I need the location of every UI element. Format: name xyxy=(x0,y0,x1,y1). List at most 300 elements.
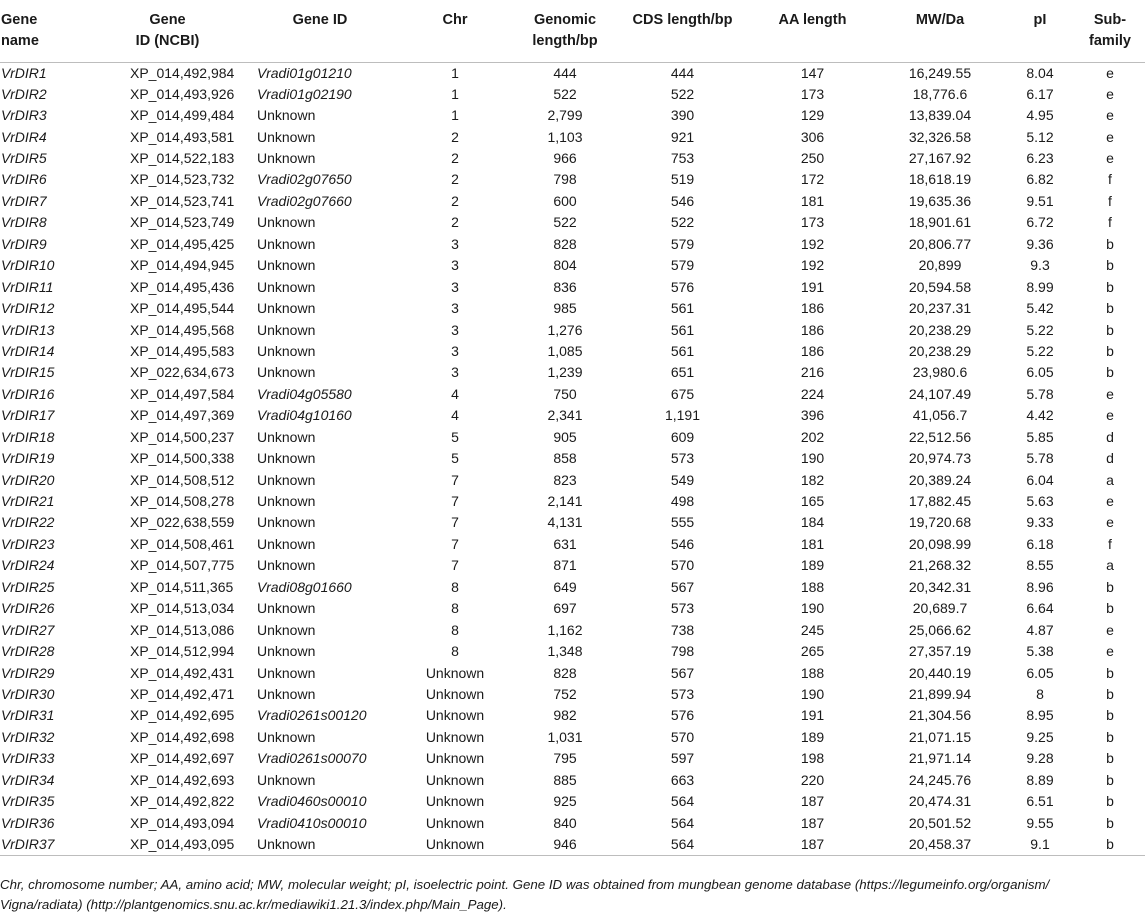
table-row xyxy=(0,491,1145,512)
gene-name-cell: VrDIR24 xyxy=(1,557,55,574)
table-row xyxy=(0,619,1145,640)
gene-id-cell: Unknown xyxy=(257,771,316,788)
gene-id-cell: Vradi04g10160 xyxy=(257,407,352,424)
ncbi-id-cell: XP_014,492,822 xyxy=(130,793,235,810)
table-row xyxy=(0,791,1145,812)
gene-name-cell: VrDIR11 xyxy=(1,278,54,295)
genomic-length-cell: 750 xyxy=(553,385,577,402)
pi-cell: 5.22 xyxy=(1026,342,1054,359)
gene-id-cell: Vradi01g01210 xyxy=(257,64,352,81)
table-row xyxy=(0,341,1145,362)
genomic-length-cell: 2,141 xyxy=(547,493,583,510)
chr-cell: 2 xyxy=(451,150,459,167)
gene-name-cell: VrDIR13 xyxy=(1,321,55,338)
gene-id-cell: Vradi0261s00070 xyxy=(257,750,367,767)
table-row xyxy=(0,534,1145,555)
subfamily-cell: b xyxy=(1106,793,1114,810)
table-row xyxy=(0,234,1145,255)
genomic-length-cell: 966 xyxy=(553,150,577,167)
ncbi-id-cell: XP_014,494,945 xyxy=(130,257,235,274)
table-row xyxy=(0,555,1145,576)
pi-cell: 8.95 xyxy=(1026,707,1054,724)
gene-id-cell: Unknown xyxy=(257,450,316,467)
gene-name-cell: VrDIR22 xyxy=(1,514,55,531)
ncbi-id-cell: XP_014,523,749 xyxy=(130,214,235,231)
mw-cell: 21,971.14 xyxy=(908,750,972,767)
cds-length-cell: 561 xyxy=(670,342,695,359)
mw-cell: 20,238.29 xyxy=(908,321,972,338)
subfamily-cell: e xyxy=(1106,493,1114,510)
gene-name-cell: VrDIR10 xyxy=(1,257,55,274)
aa-length-cell: 184 xyxy=(800,514,825,531)
gene-id-cell: Unknown xyxy=(257,214,316,231)
table-row xyxy=(0,727,1145,748)
table-row xyxy=(0,319,1145,340)
ncbi-id-cell: XP_014,492,984 xyxy=(130,64,235,81)
mw-cell: 21,268.32 xyxy=(908,557,972,574)
pi-cell: 6.72 xyxy=(1026,214,1054,231)
table-row xyxy=(0,598,1145,619)
subfamily-cell: b xyxy=(1106,685,1114,702)
mw-cell: 27,357.19 xyxy=(908,643,972,660)
chr-cell: 3 xyxy=(451,364,459,381)
genomic-length-cell: 522 xyxy=(553,85,577,102)
header-subfamily: Sub- family xyxy=(1089,12,1131,49)
chr-cell: 4 xyxy=(451,385,459,402)
subfamily-cell: b xyxy=(1106,235,1114,252)
subfamily-cell: a xyxy=(1106,557,1114,574)
aa-length-cell: 265 xyxy=(800,643,825,660)
subfamily-cell: e xyxy=(1106,385,1114,402)
gene-id-cell: Unknown xyxy=(257,514,316,531)
gene-id-cell: Unknown xyxy=(257,557,316,574)
pi-cell: 5.85 xyxy=(1026,428,1054,445)
mw-cell: 20,098.99 xyxy=(908,535,972,552)
table-row xyxy=(0,770,1145,791)
gene-name-cell: VrDIR37 xyxy=(1,835,55,852)
header-gene-id: Gene ID xyxy=(292,12,348,28)
mw-cell: 17,882.45 xyxy=(908,493,972,510)
aa-length-cell: 187 xyxy=(800,793,825,810)
genomic-length-cell: 2,799 xyxy=(547,107,583,124)
aa-length-cell: 220 xyxy=(800,771,825,788)
header-gene-id-ncbi: Gene ID (NCBI) xyxy=(135,12,200,49)
ncbi-id-cell: XP_014,511,365 xyxy=(130,578,234,595)
table-row xyxy=(0,512,1145,533)
aa-length-cell: 188 xyxy=(800,664,825,681)
genomic-length-cell: 4,131 xyxy=(547,514,583,531)
gene-id-cell: Unknown xyxy=(257,493,316,510)
gene-id-cell: Vradi02g07660 xyxy=(257,192,352,209)
mw-cell: 20,474.31 xyxy=(908,793,972,810)
table-row xyxy=(0,384,1145,405)
gene-id-cell: Unknown xyxy=(257,107,316,124)
gene-name-cell: VrDIR33 xyxy=(1,750,55,767)
ncbi-id-cell: XP_014,492,693 xyxy=(130,771,235,788)
genomic-length-cell: 885 xyxy=(553,771,577,788)
ncbi-id-cell: XP_014,495,568 xyxy=(130,321,235,338)
pi-cell: 6.51 xyxy=(1026,793,1054,810)
mw-cell: 23,980.6 xyxy=(912,364,968,381)
gene-id-cell: Unknown xyxy=(257,728,316,745)
header-pi: pI xyxy=(1033,12,1047,28)
cds-length-cell: 921 xyxy=(670,128,695,145)
pi-cell: 8.96 xyxy=(1026,578,1054,595)
table-row xyxy=(0,148,1145,169)
table-row xyxy=(0,84,1145,105)
genomic-length-cell: 795 xyxy=(553,750,577,767)
gene-id-cell: Unknown xyxy=(257,621,316,638)
pi-cell: 6.04 xyxy=(1026,471,1054,488)
chr-cell: Unknown xyxy=(425,728,485,745)
ncbi-id-cell: XP_014,497,369 xyxy=(130,407,235,424)
aa-length-cell: 190 xyxy=(800,600,825,617)
ncbi-id-cell: XP_014,497,584 xyxy=(130,385,235,402)
chr-cell: 2 xyxy=(451,171,459,188)
pi-cell: 9.1 xyxy=(1030,835,1050,852)
mw-cell: 20,899 xyxy=(918,257,962,274)
pi-cell: 6.05 xyxy=(1026,364,1054,381)
genomic-length-cell: 697 xyxy=(553,600,577,617)
cds-length-cell: 576 xyxy=(670,278,695,295)
gene-name-cell: VrDIR36 xyxy=(1,814,55,831)
table-row xyxy=(0,191,1145,212)
gene-id-cell: Unknown xyxy=(257,257,316,274)
gene-name-cell: VrDIR18 xyxy=(1,428,55,445)
genomic-length-cell: 444 xyxy=(553,64,577,81)
ncbi-id-cell: XP_014,492,697 xyxy=(130,750,235,767)
subfamily-cell: e xyxy=(1106,514,1114,531)
pi-cell: 8 xyxy=(1036,685,1044,702)
table-row xyxy=(0,427,1145,448)
aa-length-cell: 172 xyxy=(800,171,825,188)
ncbi-id-cell: XP_014,495,436 xyxy=(130,278,235,295)
subfamily-cell: b xyxy=(1106,600,1114,617)
mw-cell: 18,776.6 xyxy=(912,85,968,102)
pi-cell: 8.99 xyxy=(1026,278,1054,295)
gene-id-cell: Unknown xyxy=(257,278,316,295)
subfamily-cell: f xyxy=(1108,535,1112,552)
gene-name-cell: VrDIR16 xyxy=(1,385,55,402)
ncbi-id-cell: XP_014,513,034 xyxy=(130,600,235,617)
aa-length-cell: 129 xyxy=(800,107,825,124)
ncbi-id-cell: XP_014,522,183 xyxy=(130,150,235,167)
aa-length-cell: 187 xyxy=(800,835,825,852)
genomic-length-cell: 828 xyxy=(553,664,577,681)
aa-length-cell: 186 xyxy=(800,300,825,317)
ncbi-id-cell: XP_014,523,732 xyxy=(130,171,235,188)
gene-name-cell: VrDIR26 xyxy=(1,600,55,617)
chr-cell: 5 xyxy=(451,450,459,467)
genomic-length-cell: 1,103 xyxy=(547,128,583,145)
gene-id-cell: Unknown xyxy=(257,685,316,702)
cds-length-cell: 798 xyxy=(670,643,695,660)
cds-length-cell: 549 xyxy=(670,471,695,488)
table-row xyxy=(0,469,1145,490)
gene-id-cell: Unknown xyxy=(257,364,316,381)
footnote-line-1: Chr, chromosome number; AA, amino acid; MW, molecular weight; pI, isoelectric point. Gene ID was obtained from mungbean genome database (https://legumeinfo.org/organism/ xyxy=(0,877,1050,892)
genomic-length-cell: 946 xyxy=(553,835,577,852)
ncbi-id-cell: XP_014,495,425 xyxy=(130,235,235,252)
table-footnote xyxy=(0,875,1145,915)
gene-id-cell: Vradi01g02190 xyxy=(257,85,352,102)
cds-length-cell: 555 xyxy=(670,514,695,531)
genomic-length-cell: 1,276 xyxy=(547,321,583,338)
aa-length-cell: 147 xyxy=(800,64,825,81)
ncbi-id-cell: XP_014,492,431 xyxy=(130,664,235,681)
gene-name-cell: VrDIR34 xyxy=(1,771,55,788)
mw-cell: 20,342.31 xyxy=(908,578,972,595)
ncbi-id-cell: XP_014,495,544 xyxy=(130,300,235,317)
mw-cell: 21,899.94 xyxy=(908,685,972,702)
pi-cell: 9.28 xyxy=(1026,750,1054,767)
gene-name-cell: VrDIR21 xyxy=(1,493,55,510)
gene-id-cell: Unknown xyxy=(257,428,316,445)
cds-length-cell: 390 xyxy=(670,107,695,124)
aa-length-cell: 191 xyxy=(800,707,825,724)
mw-cell: 18,901.61 xyxy=(908,214,972,231)
gene-id-cell: Vradi0261s00120 xyxy=(257,707,367,724)
chr-cell: 3 xyxy=(451,342,459,359)
chr-cell: 3 xyxy=(451,321,459,338)
aa-length-cell: 190 xyxy=(800,685,825,702)
cds-length-cell: 576 xyxy=(670,707,695,724)
table-row xyxy=(0,212,1145,233)
chr-cell: 4 xyxy=(451,407,459,424)
gene-name-cell: VrDIR25 xyxy=(1,578,55,595)
table-row xyxy=(0,684,1145,705)
aa-length-cell: 186 xyxy=(800,342,825,359)
cds-length-cell: 675 xyxy=(670,385,695,402)
pi-cell: 9.25 xyxy=(1026,728,1054,745)
cds-length-cell: 579 xyxy=(670,235,695,252)
mw-cell: 20,389.24 xyxy=(908,471,972,488)
gene-name-cell: VrDIR4 xyxy=(1,128,47,145)
pi-cell: 9.36 xyxy=(1026,235,1054,252)
chr-cell: 8 xyxy=(451,578,459,595)
cds-length-cell: 564 xyxy=(670,793,695,810)
subfamily-cell: e xyxy=(1106,128,1114,145)
aa-length-cell: 250 xyxy=(800,150,825,167)
pi-cell: 5.22 xyxy=(1026,321,1054,338)
genomic-length-cell: 871 xyxy=(553,557,577,574)
genomic-length-cell: 828 xyxy=(553,235,577,252)
aa-length-cell: 306 xyxy=(800,128,825,145)
pi-cell: 9.33 xyxy=(1026,514,1054,531)
table-row xyxy=(0,662,1145,683)
ncbi-id-cell: XP_014,492,471 xyxy=(130,685,235,702)
chr-cell: 3 xyxy=(451,257,459,274)
chr-cell: 1 xyxy=(451,85,459,102)
gene-name-cell: VrDIR2 xyxy=(1,85,47,102)
gene-name-cell: VrDIR35 xyxy=(1,793,55,810)
pi-cell: 6.05 xyxy=(1026,664,1054,681)
cds-length-cell: 522 xyxy=(670,85,695,102)
chr-cell: 3 xyxy=(451,278,459,295)
gene-id-cell: Unknown xyxy=(257,128,316,145)
subfamily-cell: f xyxy=(1108,171,1112,188)
chr-cell: 7 xyxy=(451,471,459,488)
subfamily-cell: a xyxy=(1106,471,1114,488)
genomic-length-cell: 631 xyxy=(553,535,577,552)
subfamily-cell: f xyxy=(1108,192,1112,209)
pi-cell: 4.42 xyxy=(1026,407,1054,424)
table-row xyxy=(0,362,1145,383)
ncbi-id-cell: XP_014,507,775 xyxy=(130,557,235,574)
cds-length-cell: 1,191 xyxy=(664,407,701,424)
table-row xyxy=(0,126,1145,147)
gene-id-cell: Unknown xyxy=(257,664,316,681)
subfamily-cell: e xyxy=(1106,621,1114,638)
cds-length-cell: 498 xyxy=(670,493,695,510)
cds-length-cell: 651 xyxy=(670,364,695,381)
aa-length-cell: 181 xyxy=(800,192,825,209)
mw-cell: 20,237.31 xyxy=(908,300,972,317)
genomic-length-cell: 1,085 xyxy=(547,342,583,359)
pi-cell: 6.64 xyxy=(1026,600,1054,617)
ncbi-id-cell: XP_014,508,278 xyxy=(130,493,235,510)
aa-length-cell: 190 xyxy=(800,450,825,467)
cds-length-cell: 444 xyxy=(670,64,695,81)
gene-name-cell: VrDIR15 xyxy=(1,364,55,381)
aa-length-cell: 165 xyxy=(800,493,825,510)
genomic-length-cell: 840 xyxy=(553,814,577,831)
genomic-length-cell: 600 xyxy=(553,192,577,209)
pi-cell: 5.42 xyxy=(1026,300,1054,317)
pi-cell: 9.3 xyxy=(1030,257,1050,274)
chr-cell: 2 xyxy=(451,128,459,145)
subfamily-cell: e xyxy=(1106,407,1114,424)
aa-length-cell: 188 xyxy=(800,578,825,595)
ncbi-id-cell: XP_014,499,484 xyxy=(130,107,235,124)
ncbi-id-cell: XP_014,513,086 xyxy=(130,621,235,638)
aa-length-cell: 245 xyxy=(800,621,825,638)
mw-cell: 24,245.76 xyxy=(908,771,972,788)
table-row xyxy=(0,641,1145,662)
mw-cell: 19,720.68 xyxy=(908,514,972,531)
subfamily-cell: b xyxy=(1106,814,1114,831)
aa-length-cell: 189 xyxy=(800,728,825,745)
ncbi-id-cell: XP_014,508,512 xyxy=(130,471,235,488)
aa-length-cell: 198 xyxy=(800,750,825,767)
pi-cell: 6.17 xyxy=(1026,85,1054,102)
chr-cell: 3 xyxy=(451,235,459,252)
cds-length-cell: 579 xyxy=(670,257,695,274)
table-row xyxy=(0,169,1145,190)
genomic-length-cell: 905 xyxy=(553,428,577,445)
table-row xyxy=(0,298,1145,319)
mw-cell: 20,806.77 xyxy=(908,235,972,252)
chr-cell: Unknown xyxy=(425,793,485,810)
gene-name-cell: VrDIR30 xyxy=(1,685,55,702)
genomic-length-cell: 823 xyxy=(553,471,577,488)
cds-length-cell: 522 xyxy=(670,214,695,231)
mw-cell: 13,839.04 xyxy=(908,107,972,124)
aa-length-cell: 224 xyxy=(800,385,825,402)
gene-id-cell: Unknown xyxy=(257,835,316,852)
pi-cell: 9.51 xyxy=(1026,192,1054,209)
footnote-line-2: Vigna/radiata) (http://plantgenomics.snu.ac.kr/mediawiki1.21.3/index.php/Main_Page). xyxy=(0,897,507,912)
table-row xyxy=(0,405,1145,426)
chr-cell: Unknown xyxy=(425,814,485,831)
mw-cell: 32,326.58 xyxy=(908,128,972,145)
mw-cell: 21,304.56 xyxy=(908,707,972,724)
gene-name-cell: VrDIR32 xyxy=(1,728,55,745)
ncbi-id-cell: XP_014,493,581 xyxy=(130,128,235,145)
table-row xyxy=(0,62,1145,84)
mw-cell: 21,071.15 xyxy=(908,728,972,745)
chr-cell: 7 xyxy=(451,557,459,574)
subfamily-cell: b xyxy=(1106,728,1114,745)
genomic-length-cell: 982 xyxy=(553,707,577,724)
subfamily-cell: f xyxy=(1108,214,1112,231)
chr-cell: Unknown xyxy=(425,664,485,681)
chr-cell: 7 xyxy=(451,535,459,552)
table-row xyxy=(0,812,1145,833)
chr-cell: 7 xyxy=(451,493,459,510)
mw-cell: 41,056.7 xyxy=(912,407,968,424)
subfamily-cell: e xyxy=(1106,107,1114,124)
header-gene-name: Gene name xyxy=(1,12,39,49)
genomic-length-cell: 836 xyxy=(553,278,577,295)
table-row xyxy=(0,255,1145,276)
header-genomic-length: Genomic length/bp xyxy=(532,12,598,49)
gene-id-cell: Unknown xyxy=(257,321,316,338)
cds-length-cell: 573 xyxy=(670,450,695,467)
aa-length-cell: 173 xyxy=(800,85,825,102)
genomic-length-cell: 798 xyxy=(553,171,577,188)
gene-id-cell: Unknown xyxy=(257,535,316,552)
header-row xyxy=(0,0,1145,62)
mw-cell: 24,107.49 xyxy=(908,385,972,402)
gene-name-cell: VrDIR7 xyxy=(1,192,47,209)
aa-length-cell: 396 xyxy=(800,407,825,424)
gene-name-cell: VrDIR20 xyxy=(1,471,55,488)
gene-name-cell: VrDIR5 xyxy=(1,150,47,167)
pi-cell: 8.89 xyxy=(1026,771,1054,788)
cds-length-cell: 519 xyxy=(670,171,695,188)
gene-name-cell: VrDIR9 xyxy=(1,235,47,252)
mw-cell: 20,238.29 xyxy=(908,342,972,359)
aa-length-cell: 216 xyxy=(800,364,825,381)
gene-name-cell: VrDIR12 xyxy=(1,300,55,317)
gene-name-cell: VrDIR6 xyxy=(1,171,47,188)
cds-length-cell: 546 xyxy=(670,535,695,552)
subfamily-cell: b xyxy=(1106,707,1114,724)
subfamily-cell: b xyxy=(1106,364,1114,381)
mw-cell: 20,689.7 xyxy=(912,600,968,617)
subfamily-cell: b xyxy=(1106,257,1114,274)
genomic-length-cell: 804 xyxy=(553,257,577,274)
gene-id-cell: Vradi04g05580 xyxy=(257,385,352,402)
ncbi-id-cell: XP_022,634,673 xyxy=(130,364,235,381)
aa-length-cell: 189 xyxy=(800,557,825,574)
ncbi-id-cell: XP_014,492,695 xyxy=(130,707,235,724)
chr-cell: 1 xyxy=(451,64,459,81)
genomic-length-cell: 752 xyxy=(553,685,577,702)
cds-length-cell: 573 xyxy=(670,685,695,702)
table-row xyxy=(0,748,1145,769)
genomic-length-cell: 522 xyxy=(553,214,577,231)
gene-id-cell: Unknown xyxy=(257,600,316,617)
mw-cell: 20,594.58 xyxy=(908,278,972,295)
ncbi-id-cell: XP_014,495,583 xyxy=(130,342,235,359)
pi-cell: 8.55 xyxy=(1026,557,1054,574)
pi-cell: 9.55 xyxy=(1026,814,1054,831)
aa-length-cell: 191 xyxy=(800,278,825,295)
gene-id-cell: Vradi0460s00010 xyxy=(257,793,367,810)
subfamily-cell: e xyxy=(1106,150,1114,167)
